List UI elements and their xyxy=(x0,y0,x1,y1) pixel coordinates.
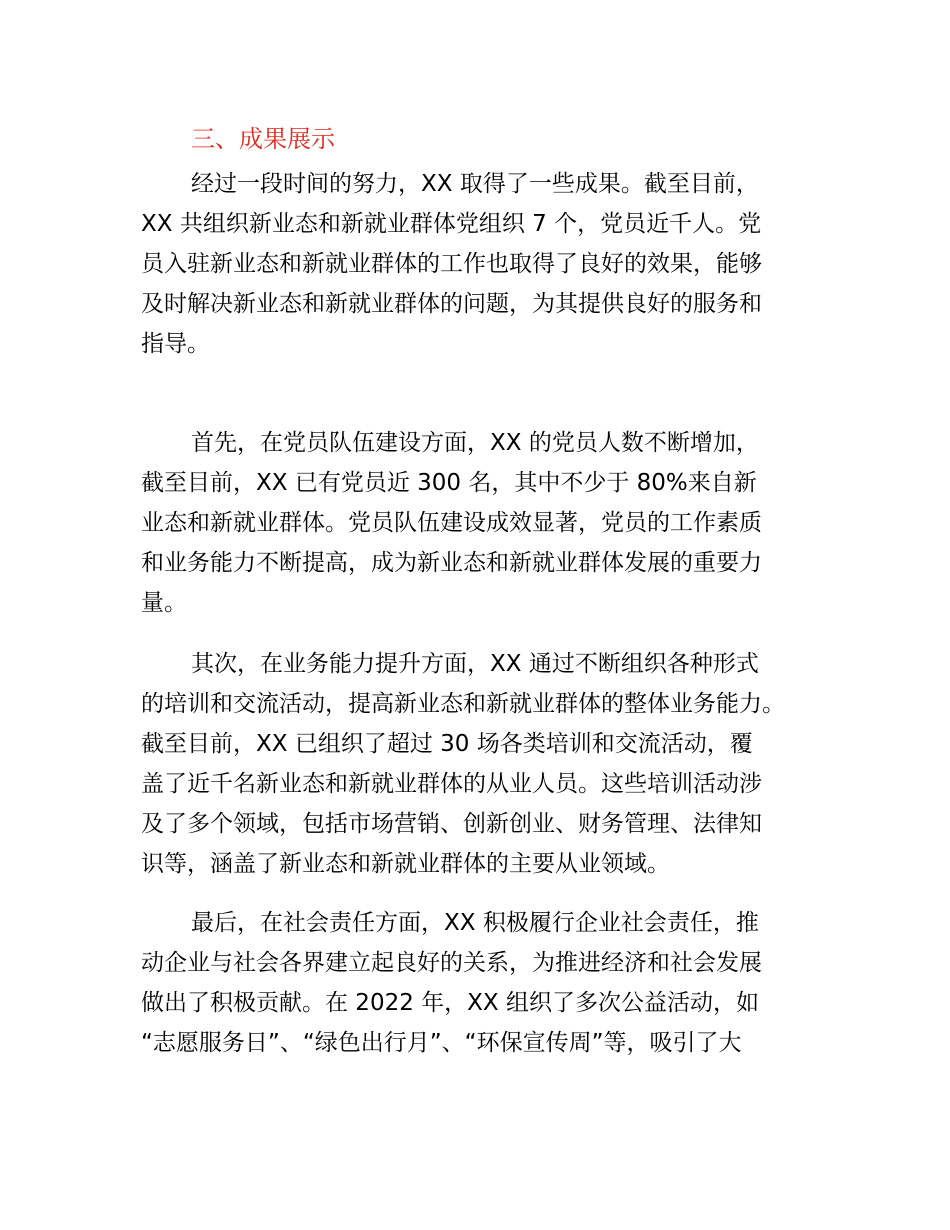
paragraph-line: 量。 xyxy=(141,590,187,616)
paragraph-line: 经过一段时间的努力，XX 取得了一些成果。截至目前， xyxy=(191,171,759,197)
paragraph-line: 识等，涵盖了新业态和新就业群体的主要从业领域。 xyxy=(141,851,670,877)
section-heading: 三、成果展示 xyxy=(191,125,335,153)
paragraph-line: “志愿服务日”、“绿色出行月”、“环保宣传周”等，吸引了大 xyxy=(141,1030,742,1056)
paragraph-social-responsibility xyxy=(141,903,841,1063)
paragraph-line: 截至目前，XX 已有党员近 300 名，其中不少于 80%来自新 xyxy=(141,470,757,496)
paragraph-line: 做出了积极贡献。在 2022 年，XX 组织了多次公益活动，如 xyxy=(141,990,759,1016)
paragraph-line: 其次，在业务能力提升方面，XX 通过不断组织各种形式 xyxy=(191,651,759,677)
paragraph-line: 首先，在党员队伍建设方面，XX 的党员人数不断增加， xyxy=(191,430,759,456)
paragraph-line: XX 共组织新业态和新就业群体党组织 7 个，党员近千人。党 xyxy=(141,211,762,237)
paragraph-line: 指导。 xyxy=(141,331,210,357)
paragraph-line: 及了多个领域，包括市场营销、创新创业、财务管理、法律知 xyxy=(141,811,762,837)
paragraph-achievements-overview xyxy=(141,164,841,364)
paragraph-line: 业态和新就业群体。党员队伍建设成效显著，党员的工作素质 xyxy=(141,510,762,536)
paragraph-line: 员入驻新业态和新就业群体的工作也取得了良好的效果，能够 xyxy=(141,251,762,277)
paragraph-line: 和业务能力不断提高，成为新业态和新就业群体发展的重要力 xyxy=(141,550,762,576)
paragraph-line: 动企业与社会各界建立起良好的关系，为推进经济和社会发展 xyxy=(141,950,762,976)
paragraph-line: 的培训和交流活动，提高新业态和新就业群体的整体业务能力。 xyxy=(141,691,785,717)
paragraph-line: 截至目前，XX 已组织了超过 30 场各类培训和交流活动，覆 xyxy=(141,731,753,757)
paragraph-line: 盖了近千名新业态和新就业群体的从业人员。这些培训活动涉 xyxy=(141,771,762,797)
paragraph-line: 及时解决新业态和新就业群体的问题，为其提供良好的服务和 xyxy=(141,291,762,317)
paragraph-capability-improvement xyxy=(141,644,841,884)
paragraph-team-building xyxy=(141,423,841,623)
paragraph-line: 最后，在社会责任方面，XX 积极履行企业社会责任，推 xyxy=(191,910,759,936)
